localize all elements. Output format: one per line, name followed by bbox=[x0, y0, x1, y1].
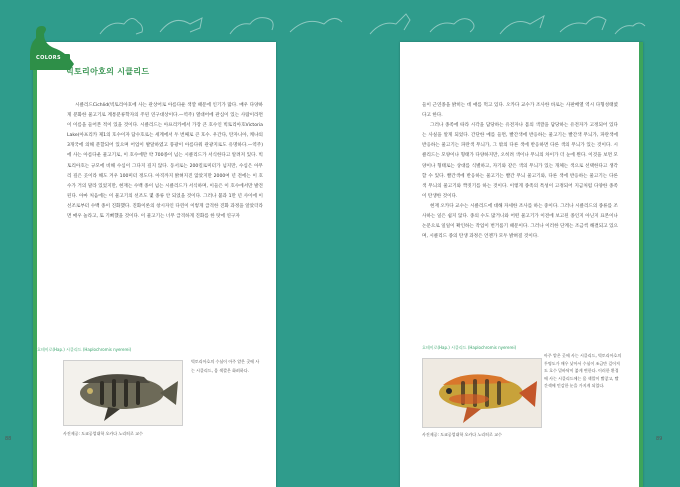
right-photo-credit: 사진제공: 도쿄공업대학 오카다 노리히로 교수 bbox=[422, 432, 502, 437]
left-fish-photo bbox=[63, 360, 183, 426]
fish-image-left bbox=[64, 361, 182, 425]
left-page-number: 88 bbox=[5, 436, 12, 442]
dinosaur-silhouettes-icon bbox=[90, 4, 650, 44]
right-fish-photo bbox=[422, 358, 542, 428]
left-body-text bbox=[67, 101, 263, 222]
right-page bbox=[400, 42, 643, 487]
chapter-badge-label: COLORS bbox=[36, 55, 62, 61]
left-paragraph: 시클리드Cichlid(빅토리아호에 사는 관상어로 아름다운 색깔 때문에 인기가 많다. 매우 다양하게 분화한 물고기로 계통분류학자의 주된 연구대상이다.—역주) 열대어에 관심이 있는 사람이라면 이 이름을 들어본 적이 있을 것이다. 시클리드는 아프리카에서 가장 큰 호수인 빅토리아호Victoria Lake(아프리카 제1의 호수이자 담수호로는 세계에서 두 번째로 큰 호수. 우간다, 탄자니아, 케냐의 3개국에 의해 분할되어 있으며 어업이 발달하였고 풍광이 아름다워 관광지로도 유명하다.—역주)에 사는 아름다운 물고기로, 이 호수에만 약 700종이 넘는 시클리드가 서식한다고 알려져 있다. 빅토리아호는 규모에 비해 수심이 그다지 깊지 않다. 동서로는 200킬로미터가 넘지만, 수심은 아무리 깊은 곳이라 해도 겨우 100미터 정도다. 아직까지 밝혀지진 않았지만 2000여 년 전에는 이 호수가 거의 말라 있었지만, 현재는 수백 종이 넘는 시클리드가 서식하며, 이들은 이 호수에서만 발견된다. 아마 처음에는 이 물고기의 선조도 몇 종류 안 되었을 것이다. 그러나 불과 1만 년 사이에 이 선조로부터 수백 종이 진화했다. 진화이론의 창시자인 다윈이 이렇게 급격한 진화 과정을 알았더라면 매우 놀라고, 또 기뻐했을 것이다. 이 물고기는 너무 급격하게 진화를 한 탓에 연구자 bbox=[67, 103, 263, 220]
left-page-content bbox=[33, 42, 276, 487]
right-paragraph: 그러나 종족에 따라 시각을 담당하는 유전자나 몸의 색깔을 담당하는 유전자가 고정되어 있다는 사실을 알게 되었다. 간단한 예를 들면, 빨간색에 반응하는 물고기는 빨간색 무늬가, 파란색에 반응하는 물고기는 파란색 무늬가, 그 밖의 다른 색에 반응하면 다른 색의 무늬가 있는 것이다. 시클리드는 모양이나 형태가 다양하지만, 오히려 색이나 무늬의 차이가 더 눈에 띈다. 이것을 보면 모양이나 형태로는 상대를 식별하고, 자기와 같은 색의 무늬가 있는 개체는 색으로 선택한다고 생각할 수 있다. 빨간색에 반응하는 물고기는 빨간 무늬 물고기와, 다른 색에 반응하는 물고기는 다른 색 무늬의 물고기와 짝짓기를 하는 것이다. 이렇게 종족의 특성이 고정되어 지금처럼 다양한 종족이 탄생한 것이다. bbox=[422, 123, 618, 199]
left-caption-label: 호테이로(Hap.) 시클리드 (Haplochromis nyererei) bbox=[37, 347, 132, 352]
right-paragraph: 현재 오카다 교수는 시클리드에 대해 자세한 조사를 하는 중이다. 그러나 시클리드의 종류를 조사하는 일은 쉽지 않다. 종의 수도 많거니와 어떤 물고기가 이전에 보고된 종인지 아닌지 표본이나 논문으로 일일이 확인하는 작업이 번거롭기 때문이다. 그러나 이러한 단계는 조금씩 해결되고 있으며, 시클리드 종의 탄생 과정은 언젠가 모두 밝혀질 것이다. bbox=[422, 203, 618, 240]
left-photo-credit: 사진제공: 도쿄공업대학 오카다 노리히로 교수 bbox=[63, 431, 143, 436]
right-page-accent-bar bbox=[639, 42, 643, 487]
right-paragraph: 들이 근연종을 밝히는 데 애를 먹고 있다. 오카다 교수가 조사한 바로는 사판배열 역시 다형성태였다고 한다. bbox=[422, 103, 618, 119]
left-photo-description: 빅토리아호의 수심이 아주 얕은 곳에 사는 시클리드, 몸 색깔은 화려하다. bbox=[191, 359, 260, 373]
right-photo-description: 아주 얕은 곳에 사는 시클리드, 빅토리아호의 투명도가 매우 낮아서 수심이 조금만 깊어져도 호수 밑바닥이 붉게 변한다. 이러한 환경에 사는 시클리드에는 몸 색깔이 빨갛고, 빨간색에 민감한 눈을 가지게 되었다. bbox=[544, 353, 622, 389]
fish-image-right bbox=[423, 359, 541, 427]
right-caption-label: 호테이로(Hap.) 시클리드 (Haplochromis nyererei) bbox=[422, 345, 517, 350]
chapter-title: 빅토리아호의 시클리드 bbox=[66, 67, 150, 76]
right-page-number: 89 bbox=[656, 436, 663, 442]
right-body-text bbox=[422, 101, 618, 242]
